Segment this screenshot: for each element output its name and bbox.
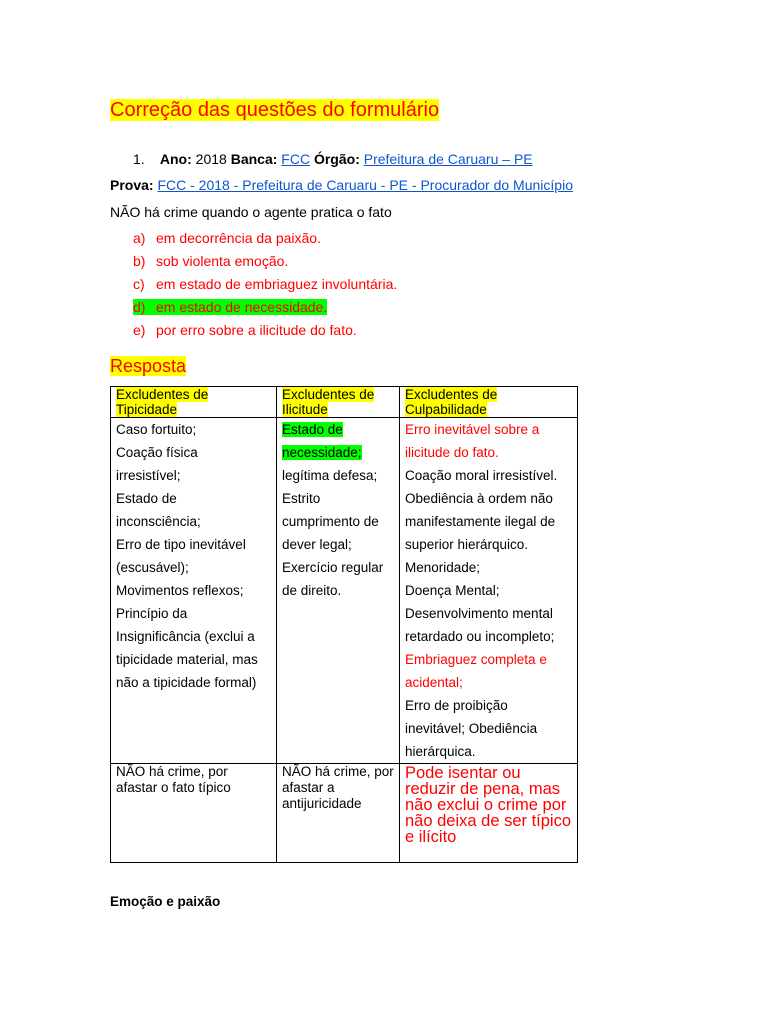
cell-line	[282, 418, 394, 441]
cell-line: dever legal;	[282, 537, 352, 552]
option-d-correct	[133, 298, 397, 321]
cell-line: Movimentos reflexos;	[116, 583, 244, 598]
highlighted-text: necessidade;	[282, 445, 362, 460]
table-body-row	[111, 418, 578, 764]
cell-line: Erro de tipo inevitável	[116, 537, 246, 552]
prova-line	[110, 176, 573, 194]
prova-label: Prova:	[110, 177, 154, 193]
option-c	[133, 275, 397, 298]
option-b	[133, 252, 397, 275]
cell-line: irresistível;	[116, 468, 181, 483]
option-e	[133, 321, 397, 344]
cell-line	[282, 441, 394, 464]
cell-line: Erro inevitável sobre a	[405, 422, 540, 437]
question-header	[133, 150, 533, 168]
footer-tipicidade: NÃO há crime, por afastar o fato típico	[111, 764, 277, 863]
cell-line: cumprimento de	[282, 514, 379, 529]
correct-option-highlight	[133, 299, 327, 315]
cell-line: Caso fortuito;	[116, 422, 197, 437]
cell-line: Princípio da	[116, 606, 188, 621]
header-tipicidade	[111, 387, 277, 418]
header-text: Excludentes de Culpabilidade	[405, 387, 498, 417]
cell-line: retardado ou incompleto;	[405, 629, 555, 644]
option-a	[133, 229, 397, 252]
cell-line: Doença Mental;	[405, 583, 500, 598]
cell-line: hierárquica.	[405, 744, 476, 759]
option-text: por erro sobre a ilicitude do fato.	[156, 322, 357, 338]
footer-culpabilidade: Pode isentar ou reduzir de pena, mas não exclui o crime por não deixa de ser típico e ilícito	[400, 764, 578, 863]
option-letter: c)	[133, 276, 145, 292]
cell-line: de direito.	[282, 583, 342, 598]
orgao-link[interactable]: Prefeitura de Caruaru – PE	[363, 151, 533, 167]
cell-line: inevitável; Obediência	[405, 721, 538, 736]
cell-line: acidental;	[405, 675, 463, 690]
option-text: em estado de embriaguez involuntária.	[156, 276, 398, 292]
highlighted-text: Estado de	[282, 422, 343, 437]
cell-line: ilicitude do fato.	[405, 445, 499, 460]
ilicitude-cell	[277, 418, 400, 764]
footer-ilicitude: NÃO há crime, por afastar a antijuricidade	[277, 764, 400, 863]
header-text: Excludentes de Tipicidade	[116, 387, 209, 417]
cell-line: Insignificância (exclui a	[116, 629, 255, 644]
cell-line: Menoridade;	[405, 560, 481, 575]
cell-line: superior hierárquico.	[405, 537, 529, 552]
cell-line: Desenvolvimento mental	[405, 606, 553, 621]
cell-line: tipicidade material, mas	[116, 652, 258, 667]
cell-line: manifestamente ilegal de	[405, 514, 556, 529]
cell-line: Coação física	[116, 445, 198, 460]
option-text: sob violenta emoção.	[156, 253, 289, 269]
cell-line: (escusável);	[116, 560, 189, 575]
tipicidade-cell	[111, 418, 277, 764]
prova-link[interactable]: FCC - 2018 - Prefeitura de Caruaru - PE - Procurador do Município	[157, 177, 573, 193]
table-footer-row	[111, 764, 578, 863]
banca-label: Banca:	[230, 151, 278, 167]
option-text: em decorrência da paixão.	[156, 230, 321, 246]
question-number: 1.	[133, 151, 145, 167]
culpabilidade-cell	[400, 418, 578, 764]
cell-line: Obediência à ordem não	[405, 491, 553, 506]
cell-line: Estado de	[116, 491, 177, 506]
cell-line: não a tipicidade formal)	[116, 675, 257, 690]
ano-label: Ano:	[159, 151, 192, 167]
header-text: Excludentes de Ilicitude	[282, 387, 375, 417]
resposta-text: Resposta	[110, 356, 187, 376]
cell-line: Erro de proibição	[405, 698, 508, 713]
cell-line: Estrito	[282, 491, 321, 506]
cell-line: Exercício regular	[282, 560, 384, 575]
excludentes-table	[110, 386, 578, 863]
answer-options	[133, 229, 397, 344]
option-letter: a)	[133, 230, 146, 246]
title-text: Correção das questões do formulário	[110, 99, 440, 121]
header-culpabilidade	[400, 387, 578, 418]
cell-line: Coação moral irresistível.	[405, 468, 558, 483]
section-heading: Emoção e paixão	[110, 894, 221, 909]
option-letter: d)	[133, 299, 146, 315]
page-title	[110, 98, 439, 122]
table-header-row	[111, 387, 578, 418]
resposta-heading	[110, 355, 186, 377]
cell-line: legítima defesa;	[282, 468, 378, 483]
cell-line: inconsciência;	[116, 514, 201, 529]
cell-line: Embriaguez completa e	[405, 652, 547, 667]
orgao-label: Órgão:	[313, 151, 360, 167]
ano-value: 2018	[195, 151, 227, 167]
question-stem: NÃO há crime quando o agente pratica o fato	[110, 204, 392, 220]
option-text: em estado de necessidade.	[156, 299, 328, 315]
banca-link[interactable]: FCC	[281, 151, 311, 167]
header-ilicitude	[277, 387, 400, 418]
option-letter: b)	[133, 253, 146, 269]
option-letter: e)	[133, 322, 146, 338]
